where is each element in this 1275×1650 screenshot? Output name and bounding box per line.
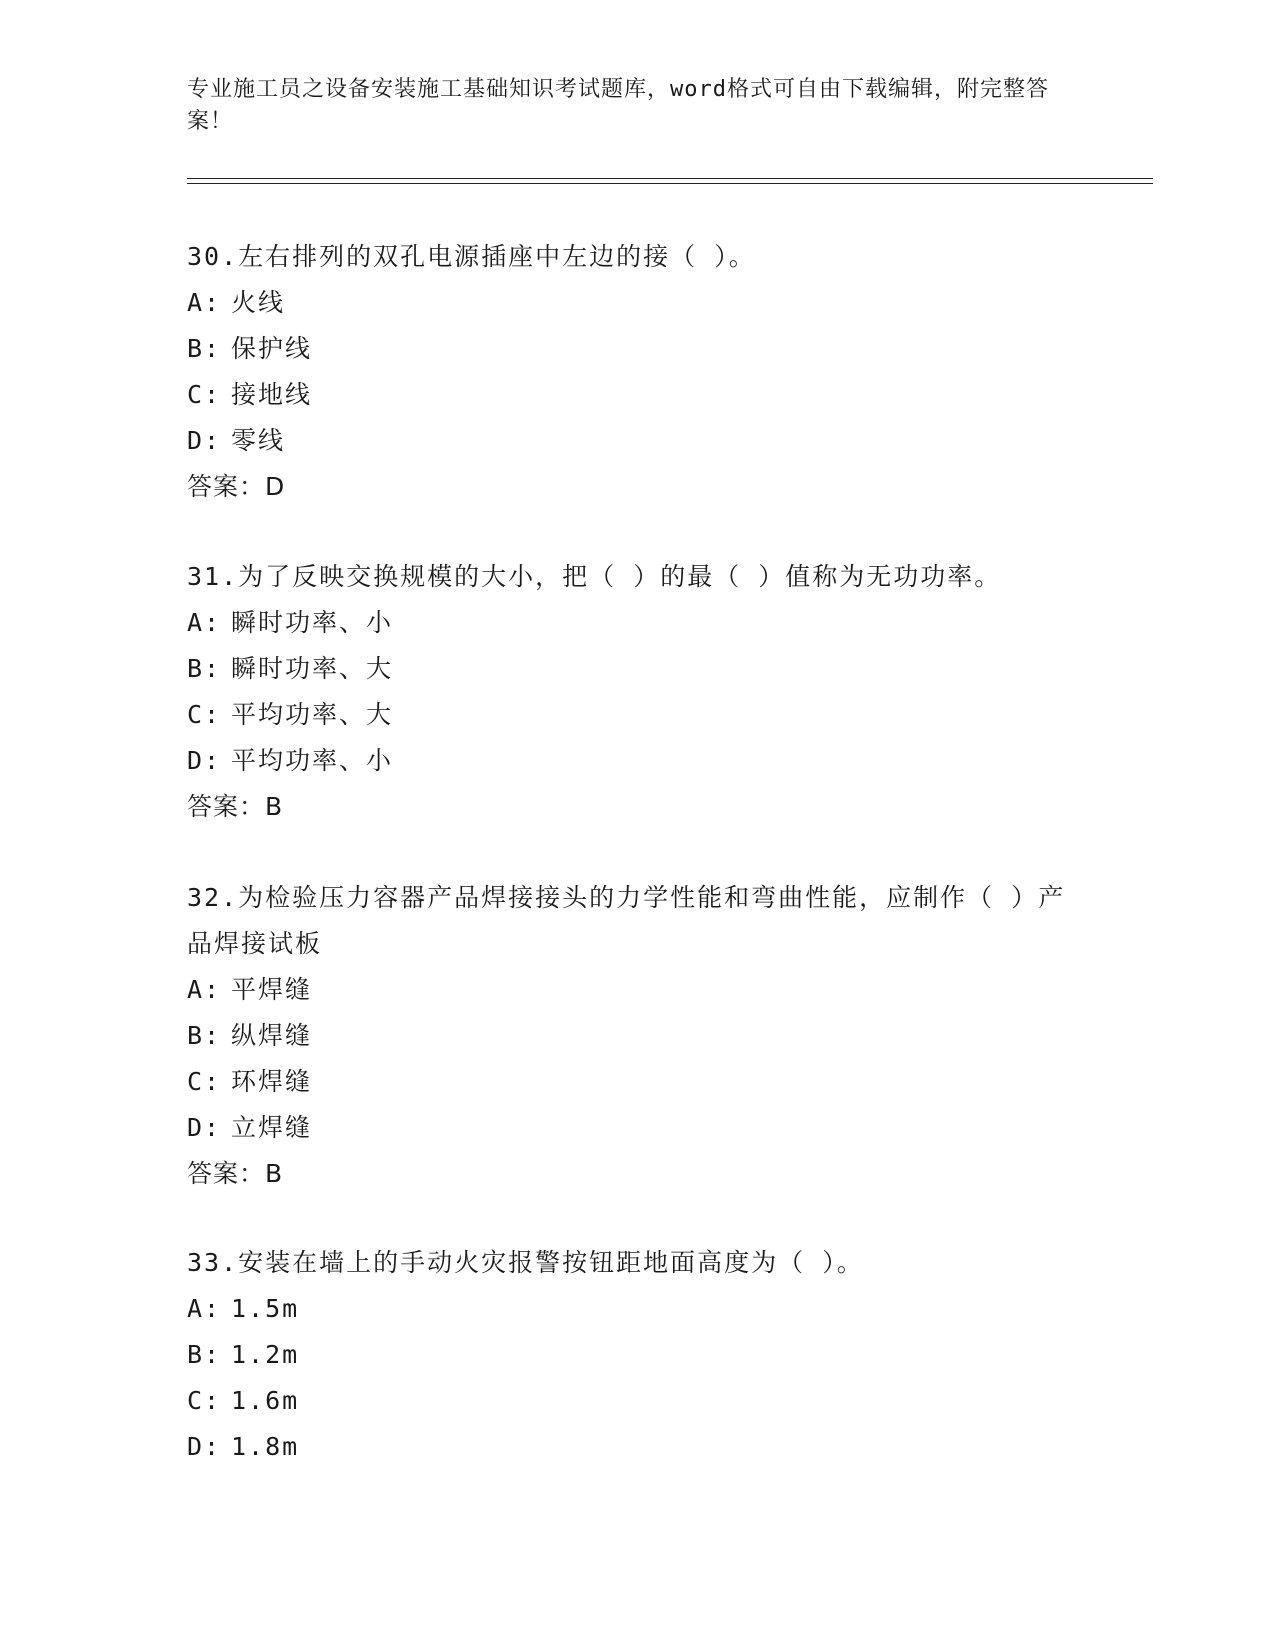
option-a [187, 600, 1087, 646]
option-b [187, 1332, 1087, 1378]
option-key: D: [187, 746, 222, 775]
option-text: 瞬时功率、大 [231, 654, 394, 683]
document-header-text: 专业施工员之设备安装施工基础知识考试题库，word格式可自由下载编辑，附完整答案！ [187, 77, 1049, 134]
option-c [187, 1059, 1087, 1105]
answer-line: 答案：B [187, 1159, 284, 1188]
option-b [187, 646, 1087, 692]
option-c [187, 372, 1087, 418]
question-stem: 31.为了反映交换规模的大小，把（ ）的最（ ）值称为无功功率。 [187, 562, 1002, 591]
option-text: 1.5m [231, 1294, 300, 1323]
question-stem: 30.左右排列的双孔电源插座中左边的接（ ）。 [187, 242, 756, 271]
option-text: 平焊缝 [231, 975, 313, 1004]
option-text: 保护线 [231, 334, 313, 363]
option-c [187, 692, 1087, 738]
option-text: 平均功率、大 [231, 700, 394, 729]
answer-line: 答案：D [187, 472, 286, 501]
option-d [187, 738, 1087, 784]
question-32 [187, 875, 1087, 1197]
header-divider-top [187, 178, 1153, 179]
option-key: B: [187, 1340, 222, 1369]
option-text: 火线 [231, 288, 286, 317]
option-text: 1.8m [231, 1432, 300, 1461]
option-b [187, 326, 1087, 372]
option-a [187, 1286, 1087, 1332]
option-text: 接地线 [231, 380, 313, 409]
option-key: B: [187, 334, 222, 363]
option-text: 环焊缝 [231, 1067, 313, 1096]
option-text: 零线 [231, 426, 286, 455]
question-31 [187, 554, 1087, 830]
option-text: 纵焊缝 [231, 1021, 313, 1050]
option-a [187, 280, 1087, 326]
header-divider-bottom [187, 183, 1153, 184]
option-d [187, 1105, 1087, 1151]
option-key: A: [187, 608, 222, 637]
option-key: A: [187, 1294, 222, 1323]
option-key: C: [187, 1067, 222, 1096]
option-text: 平均功率、小 [231, 746, 394, 775]
option-b [187, 1013, 1087, 1059]
question-33 [187, 1240, 1087, 1470]
option-d [187, 418, 1087, 464]
option-key: C: [187, 700, 222, 729]
question-stem: 32.为检验压力容器产品焊接接头的力学性能和弯曲性能，应制作（ ）产品焊接试板 [187, 883, 1066, 958]
option-key: B: [187, 654, 222, 683]
option-key: A: [187, 975, 222, 1004]
option-key: C: [187, 380, 222, 409]
option-text: 1.6m [231, 1386, 300, 1415]
option-key: A: [187, 288, 222, 317]
option-key: D: [187, 1113, 222, 1142]
option-text: 1.2m [231, 1340, 300, 1369]
question-30 [187, 234, 1087, 510]
option-text: 瞬时功率、小 [231, 608, 394, 637]
option-a [187, 967, 1087, 1013]
question-stem: 33.安装在墙上的手动火灾报警按钮距地面高度为（ ）。 [187, 1248, 864, 1277]
option-c [187, 1378, 1087, 1424]
answer-line: 答案：B [187, 792, 284, 821]
option-key: D: [187, 1432, 222, 1461]
option-key: C: [187, 1386, 222, 1415]
option-key: B: [187, 1021, 222, 1050]
option-text: 立焊缝 [231, 1113, 313, 1142]
option-key: D: [187, 426, 222, 455]
option-d [187, 1424, 1087, 1470]
